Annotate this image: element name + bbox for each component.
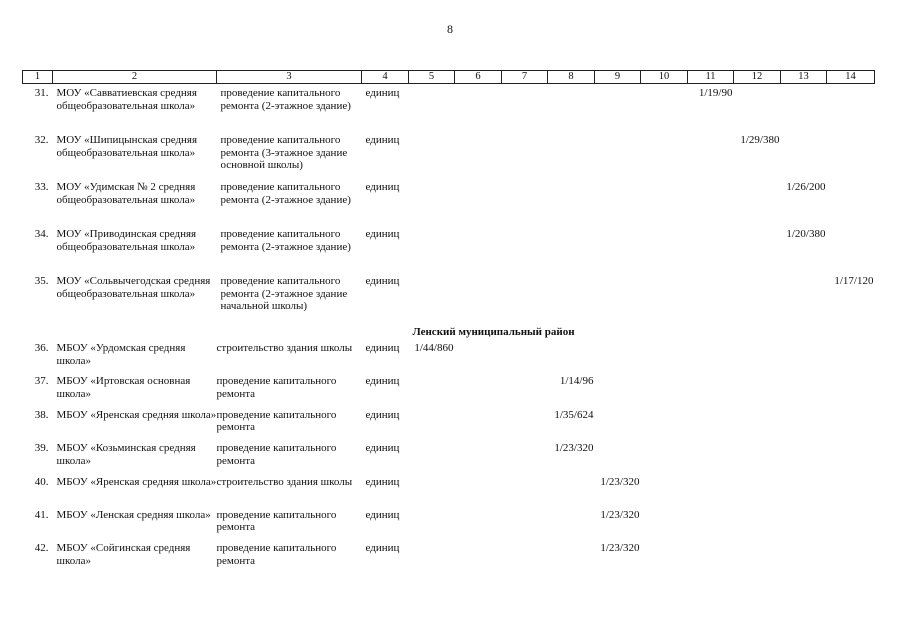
institution-name: МОУ «Удимская № 2 средняя общеобразовательная школа» (56, 181, 196, 206)
empty-cell (409, 181, 455, 228)
table-row (23, 228, 875, 275)
empty-cell (409, 442, 455, 475)
empty-cell (502, 87, 548, 134)
empty-cell (734, 342, 781, 375)
table-row (23, 375, 875, 408)
column-header-5: 5 (409, 71, 455, 84)
row-number: 31. (34, 87, 49, 99)
empty-cell (781, 375, 827, 408)
value-cell: 1/26/200 (786, 181, 826, 193)
unit: единиц (365, 475, 400, 488)
work-type: проведение капитального ремонта (216, 375, 337, 400)
page-number: 8 (447, 22, 453, 36)
empty-cell (641, 342, 688, 375)
empty-cell (502, 375, 548, 408)
empty-cell (548, 476, 595, 509)
empty-cell (827, 228, 875, 275)
empty-cell (409, 134, 455, 181)
value-cell: 1/20/380 (786, 228, 826, 240)
empty-cell (688, 542, 734, 575)
empty-cell (688, 275, 734, 322)
empty-cell (781, 275, 827, 322)
empty-cell (827, 375, 875, 408)
empty-cell (502, 134, 548, 181)
work-type: проведение капитального ремонта (216, 542, 337, 567)
empty-cell (734, 442, 781, 475)
empty-cell (734, 476, 781, 509)
empty-cell (455, 181, 502, 228)
empty-cell (595, 375, 641, 408)
empty-cell (781, 442, 827, 475)
value-cell: 1/29/380 (740, 134, 780, 146)
work-type: проведение капитального ремонта (216, 508, 337, 534)
empty-cell (781, 342, 827, 375)
column-header-11: 11 (688, 71, 734, 84)
empty-cell (688, 409, 734, 442)
empty-cell (781, 409, 827, 442)
institution-name: МОУ «Савватиевская средняя общеобразовательная школа» (56, 87, 197, 112)
empty-cell (409, 375, 455, 408)
work-type: строительство здания школы (216, 475, 353, 488)
empty-cell (548, 228, 595, 275)
empty-cell (455, 375, 502, 408)
empty-cell (734, 228, 781, 275)
empty-cell (595, 342, 641, 375)
institution-name: МБОУ «Яренская средняя школа» (56, 475, 217, 488)
empty-cell (641, 134, 688, 181)
work-type: проведение капитального ремонта (216, 408, 337, 434)
empty-cell (641, 476, 688, 509)
empty-cell (409, 87, 455, 134)
empty-cell (548, 342, 595, 375)
empty-cell (548, 275, 595, 322)
institution-name: МБОУ «Яренская средняя школа» (56, 408, 217, 421)
empty-cell (688, 134, 734, 181)
row-number: 36. (34, 342, 49, 354)
empty-cell (502, 409, 548, 442)
unit: единиц (365, 508, 400, 521)
column-header-4: 4 (362, 71, 409, 84)
column-header-1: 1 (23, 71, 53, 84)
empty-cell (595, 134, 641, 181)
empty-cell (688, 342, 734, 375)
empty-cell (781, 476, 827, 509)
column-header-9: 9 (595, 71, 641, 84)
empty-cell (734, 181, 781, 228)
unit: единиц (365, 181, 400, 193)
institution-name: МОУ «Приводинская средняя общеобразовательная школа» (56, 228, 197, 253)
unit: единиц (365, 408, 400, 421)
empty-cell (409, 476, 455, 509)
work-type: проведение капитального ремонта (2-этажное здание) (220, 87, 351, 112)
empty-cell (641, 228, 688, 275)
work-type: строительство здания школы (216, 342, 353, 354)
empty-cell (455, 509, 502, 542)
unit: единиц (365, 134, 400, 146)
value-cell: 1/19/90 (698, 87, 733, 99)
empty-cell (409, 275, 455, 322)
work-type: проведение капитального ремонта (3-этажное здание основной школы) (220, 134, 348, 171)
empty-cell (595, 442, 641, 475)
empty-cell (502, 476, 548, 509)
row-number: 39. (34, 442, 49, 455)
empty-cell (688, 442, 734, 475)
empty-cell (502, 275, 548, 322)
institution-name: МОУ «Сольвычегодская средняя общеобразовательная школа» (56, 275, 211, 300)
table-row (23, 342, 875, 375)
empty-cell (502, 181, 548, 228)
institution-name: МБОУ «Иртовская основная школа» (56, 375, 191, 400)
empty-cell (641, 181, 688, 228)
empty-cell (502, 542, 548, 575)
row-number: 35. (34, 275, 49, 287)
empty-cell (827, 542, 875, 575)
empty-cell (734, 275, 781, 322)
institution-name: МБОУ «Козьминская средняя школа» (56, 442, 196, 467)
table-row (23, 476, 875, 509)
value-cell: 1/23/320 (600, 542, 640, 555)
column-header-13: 13 (781, 71, 827, 84)
institution-name: МБОУ «Сойгинская средняя школа» (56, 542, 191, 567)
column-header-7: 7 (502, 71, 548, 84)
value-cell: 1/17/120 (834, 275, 874, 287)
row-number: 33. (34, 181, 49, 193)
empty-cell (548, 542, 595, 575)
value-cell: 1/23/320 (600, 508, 640, 521)
institution-name: МБОУ «Урдомская средняя школа» (56, 342, 186, 367)
empty-cell (641, 542, 688, 575)
column-header-14: 14 (827, 71, 875, 84)
table-row (23, 275, 875, 322)
empty-cell (455, 476, 502, 509)
empty-cell (502, 509, 548, 542)
empty-cell (502, 342, 548, 375)
empty-cell (641, 375, 688, 408)
row-number: 41. (34, 508, 49, 521)
work-type: проведение капитального ремонта (216, 442, 337, 467)
table-row (23, 442, 875, 475)
table-row (23, 87, 875, 134)
empty-cell (781, 542, 827, 575)
empty-cell (502, 442, 548, 475)
empty-cell (595, 228, 641, 275)
empty-cell (688, 476, 734, 509)
empty-cell (455, 409, 502, 442)
unit: единиц (365, 228, 400, 240)
column-header-3: 3 (217, 71, 362, 84)
section-title: Ленский муниципальный район (412, 325, 575, 338)
unit: единиц (365, 87, 400, 99)
unit: единиц (365, 342, 400, 354)
work-type: проведение капитального ремонта (2-этажное здание) (220, 181, 351, 206)
empty-cell (595, 409, 641, 442)
empty-cell (734, 509, 781, 542)
empty-cell (595, 181, 641, 228)
empty-cell (641, 409, 688, 442)
value-cell: 1/23/320 (600, 475, 640, 488)
empty-cell (455, 228, 502, 275)
value-cell: 1/35/624 (554, 408, 594, 421)
row-number: 42. (34, 542, 49, 555)
empty-cell (455, 134, 502, 181)
empty-cell (548, 87, 595, 134)
empty-cell (641, 442, 688, 475)
empty-cell (688, 228, 734, 275)
empty-cell (455, 87, 502, 134)
empty-cell (734, 542, 781, 575)
empty-cell (688, 375, 734, 408)
empty-cell (827, 509, 875, 542)
empty-cell (827, 409, 875, 442)
empty-cell (827, 442, 875, 475)
empty-cell (641, 275, 688, 322)
empty-cell (641, 509, 688, 542)
program-table (22, 70, 875, 576)
empty-cell (409, 228, 455, 275)
row-number: 38. (34, 408, 49, 421)
empty-cell (595, 87, 641, 134)
empty-cell (827, 476, 875, 509)
column-number-row (23, 71, 875, 84)
value-cell: 1/23/320 (554, 442, 594, 455)
empty-cell (548, 509, 595, 542)
table-row (23, 134, 875, 181)
unit: единиц (365, 375, 400, 388)
empty-cell (827, 342, 875, 375)
row-number: 34. (34, 228, 49, 240)
work-type: проведение капитального ремонта (2-этажное здание) (220, 228, 351, 253)
empty-cell (734, 409, 781, 442)
empty-cell (781, 509, 827, 542)
column-header-2: 2 (53, 71, 217, 84)
empty-cell (409, 409, 455, 442)
value-cell: 1/44/860 (414, 342, 454, 354)
table-row (23, 181, 875, 228)
empty-cell (688, 181, 734, 228)
empty-cell (502, 228, 548, 275)
empty-cell (734, 87, 781, 134)
institution-name: МБОУ «Ленская средняя школа» (56, 508, 211, 521)
institution-name: МОУ «Шипицынская средняя общеобразовательная школа» (56, 134, 198, 159)
empty-cell (827, 87, 875, 134)
empty-cell (827, 181, 875, 228)
empty-cell (827, 134, 875, 181)
column-header-10: 10 (641, 71, 688, 84)
column-header-8: 8 (548, 71, 595, 84)
empty-cell (641, 87, 688, 134)
unit: единиц (365, 542, 400, 555)
empty-cell (734, 375, 781, 408)
empty-cell (688, 509, 734, 542)
empty-cell (409, 509, 455, 542)
table-row (23, 409, 875, 442)
empty-cell (409, 542, 455, 575)
value-cell: 1/14/96 (559, 375, 594, 388)
table-row (23, 542, 875, 575)
table-row (23, 509, 875, 542)
empty-cell (548, 181, 595, 228)
empty-cell (781, 134, 827, 181)
column-header-6: 6 (455, 71, 502, 84)
empty-cell (595, 275, 641, 322)
unit: единиц (365, 275, 400, 287)
unit: единиц (365, 442, 400, 455)
empty-cell (455, 442, 502, 475)
empty-cell (548, 134, 595, 181)
column-header-12: 12 (734, 71, 781, 84)
row-number: 32. (34, 134, 49, 146)
empty-cell (455, 342, 502, 375)
empty-cell (781, 87, 827, 134)
empty-cell (455, 542, 502, 575)
row-number: 37. (34, 375, 49, 388)
row-number: 40. (34, 475, 49, 488)
work-type: проведение капитального ремонта (2-этажное здание начальной школы) (220, 275, 348, 312)
empty-cell (455, 275, 502, 322)
